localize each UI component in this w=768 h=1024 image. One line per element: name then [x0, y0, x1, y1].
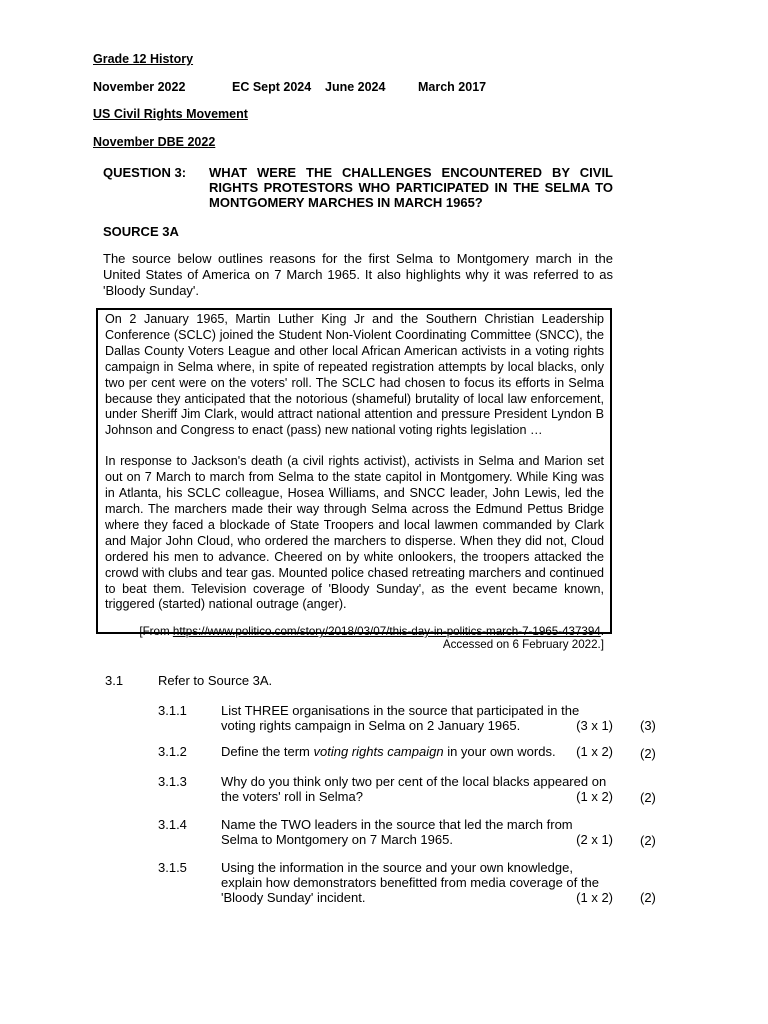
subquestion-text: [221, 744, 615, 759]
question-number-3-1: 3.1: [105, 673, 124, 688]
subquestion-number: 3.1.4: [158, 817, 187, 832]
subquestion-total: (2): [640, 790, 656, 805]
question-text: WHAT WERE THE CHALLENGES ENCOUNTERED BY CIVIL RIGHTS PROTESTORS WHO PARTICIPATED IN THE SELMA TO MONTGOMERY MARCHES IN MARCH 1965?: [209, 165, 613, 210]
source-heading: SOURCE 3A: [103, 224, 179, 239]
citation-prefix: [From: [139, 625, 173, 639]
subquestion-marks: (1 x 2): [576, 890, 613, 905]
paper-heading: November DBE 2022: [93, 135, 216, 149]
exam-date: June 2024: [325, 80, 386, 94]
subquestion-text: voting rights campaign in Selma on 2 January 1965.: [221, 718, 521, 733]
subquestion-number: 3.1.2: [158, 744, 187, 759]
subquestion-text: Selma to Montgomery on 7 March 1965.: [221, 832, 453, 847]
subquestion-number: 3.1.5: [158, 860, 187, 875]
subquestion-total: (2): [640, 890, 656, 905]
document-title: Grade 12 History: [93, 52, 194, 66]
subquestion-text-before: Define the term: [221, 744, 314, 759]
subquestion-number: 3.1.1: [158, 703, 187, 718]
source-paragraph: On 2 January 1965, Martin Luther King Jr and the Southern Christian Leadership Conference (SCLC) joined the Student Non-Violent Coordinating Committee (SNCC), the Dallas County Voters League and other local African American activists in a voting rights campaign in Selma where, in spite of repeated registration attempts by local blacks, only two per cent were on the voters' roll. The SCLC had chosen to focus its efforts in Selma because they anticipated that the notorious (shameful) brutality of local law enforcement, under Sheriff Jim Clark, would attract national attention and pressure President Lyndon B Johnson and Congress to enact (pass) new national voting rights legislation …: [105, 312, 604, 438]
exam-date: March 2017: [418, 80, 487, 94]
subquestion-number: 3.1.3: [158, 774, 187, 789]
subquestion-marks: (2 x 1): [576, 832, 613, 847]
subquestion-marks: (3 x 1): [576, 718, 613, 733]
subquestion-text: Why do you think only two per cent of the local blacks appeared on: [221, 774, 607, 789]
subquestion-marks: (1 x 2): [576, 744, 613, 759]
source-paragraph: In response to Jackson's death (a civil rights activist), activists in Selma and Marion set out on 7 March to march from Selma to the state capitol in Montgomery. While King was in Atlanta, his SCLC colleague, Hosea Williams, and SNCC leader, John Lewis, led the march. The marchers made their way through Selma across the Edmund Pettus Bridge where they faced a blockade of State Troopers and local lawmen commanded by Clark and Major John Cloud, who ordered the marchers to disperse. When they did not, Cloud ordered his men to advance. Cheered on by white onlookers, the troopers attacked the crowd with clubs and tear gas. Mounted police chased retreating marchers and continued to beat them. Television coverage of 'Bloody Sunday', as the event became known, triggered (started) national outrage (anger).: [105, 454, 604, 612]
question-instruction: Refer to Source 3A.: [158, 673, 273, 688]
subquestion-text-after: in your own words.: [443, 744, 556, 759]
source-box: [96, 308, 612, 652]
subquestion-text: the voters' roll in Selma?: [221, 789, 363, 804]
subquestion-marks: (1 x 2): [576, 789, 613, 804]
source-citation: [105, 625, 604, 651]
subquestion-total: (2): [640, 746, 656, 761]
citation-suffix: .: [600, 625, 604, 639]
subquestion-total: (3): [640, 718, 656, 733]
citation-accessed: Accessed on 6 February 2022.]: [442, 638, 604, 652]
exam-date: November 2022: [93, 80, 186, 94]
citation-link[interactable]: https://www.politico.com/story/2018/03/07/this-day-in-politics-march-7-1965-437394: [172, 625, 601, 639]
exam-date: EC Sept 2024: [232, 80, 312, 94]
topic-heading: US Civil Rights Movement: [93, 107, 248, 121]
subquestion-emphasis: voting rights campaign: [313, 744, 444, 759]
subquestion-text: 'Bloody Sunday' incident.: [221, 890, 366, 905]
subquestion-text: Name the TWO leaders in the source that led the march from: [221, 817, 573, 832]
subquestion-total: (2): [640, 833, 656, 848]
subquestion-text: Using the information in the source and your own knowledge,: [221, 860, 573, 875]
subquestion-text: List THREE organisations in the source that participated in the: [221, 703, 580, 718]
question-number: QUESTION 3:: [103, 165, 187, 180]
source-intro: The source below outlines reasons for the first Selma to Montgomery march in the United States of America on 7 March 1965. It also highlights why it was referred to as 'Bloody Sunday'.: [103, 251, 613, 298]
subquestion-text: explain how demonstrators benefitted from media coverage of the: [221, 875, 599, 890]
